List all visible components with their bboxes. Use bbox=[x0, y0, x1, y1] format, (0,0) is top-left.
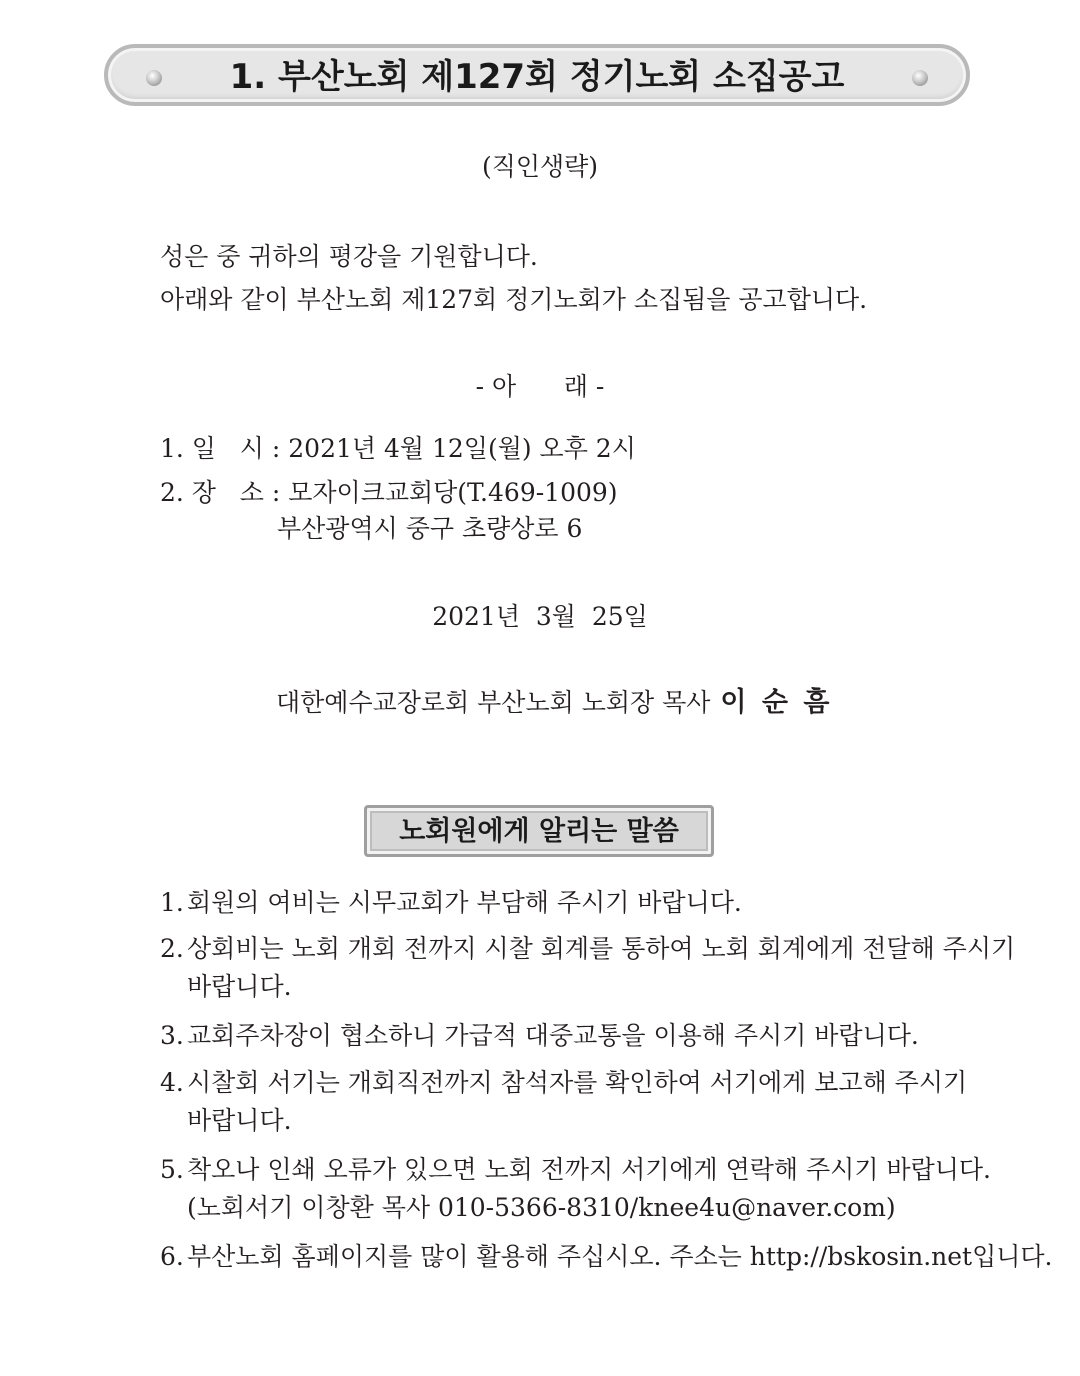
issuer-line bbox=[276, 686, 832, 720]
list-item bbox=[160, 1064, 980, 1140]
meeting-date: 1. 일 시 : 2021년 4월 12일(월) 오후 2시 bbox=[160, 434, 636, 463]
item-text: 시찰회 서기는 개회직전까지 참석자를 확인하여 서기에게 보고해 주시기 bbox=[187, 1068, 968, 1097]
announcement-line: 아래와 같이 부산노회 제127회 정기노회가 소집됨을 공고합니다. bbox=[160, 285, 868, 314]
issuer-title: 대한예수교장로회 부산노회 노회장 목사 bbox=[276, 688, 711, 717]
below-heading: - 아 래 - bbox=[475, 372, 605, 401]
item-continuation: 바랍니다. bbox=[187, 1106, 292, 1135]
page-title: 1. 부산노회 제127회 정기노회 소집공고 bbox=[229, 57, 845, 97]
meeting-place: 2. 장 소 : 모자이크교회당(T.469-1009) bbox=[160, 478, 618, 507]
item-number: 1. bbox=[160, 888, 184, 917]
item-number: 6. bbox=[160, 1242, 184, 1271]
item-number: 3. bbox=[160, 1021, 184, 1050]
issue-date: 2021년 3월 25일 bbox=[432, 602, 648, 631]
list-item bbox=[160, 930, 1016, 1006]
item-text: 부산노회 홈페이지를 많이 활용해 주십시오. 주소는 http://bskosin.net입니다. bbox=[187, 1242, 1053, 1271]
item-number: 5. bbox=[160, 1155, 184, 1184]
item-number: 4. bbox=[160, 1068, 184, 1097]
item-text: 착오나 인쇄 오류가 있으면 노회 전까지 서기에게 연락해 주시기 바랍니다. bbox=[187, 1155, 991, 1184]
item-text: 교회주차장이 협소하니 가급적 대중교통을 이용해 주시기 바랍니다. bbox=[187, 1021, 919, 1050]
list-item bbox=[160, 1238, 1053, 1276]
list-item bbox=[160, 1151, 991, 1227]
item-continuation: (노회서기 이창환 목사 010-5366-8310/knee4u@naver.com) bbox=[187, 1193, 896, 1222]
item-text: 회원의 여비는 시무교회가 부담해 주시기 바랍니다. bbox=[187, 888, 742, 917]
members-notice-heading-box bbox=[364, 805, 714, 857]
signer-name: 이 순 흠 bbox=[720, 687, 833, 718]
item-continuation: 바랍니다. bbox=[187, 972, 292, 1001]
item-number: 2. bbox=[160, 934, 184, 963]
meeting-address: 부산광역시 중구 초량상로 6 bbox=[277, 514, 583, 543]
seal-omitted-note: (직인생략) bbox=[481, 152, 599, 181]
list-item bbox=[160, 1017, 980, 1055]
list-item bbox=[160, 884, 980, 922]
bullet-dot-icon bbox=[912, 70, 928, 86]
greeting-line: 성은 중 귀하의 평강을 기원합니다. bbox=[160, 242, 538, 271]
item-text: 상회비는 노회 개회 전까지 시찰 회계를 통하여 노회 회계에게 전달해 주시기 bbox=[187, 934, 1016, 963]
members-notice-heading: 노회원에게 알리는 말씀 bbox=[399, 816, 679, 847]
title-banner bbox=[104, 44, 970, 106]
